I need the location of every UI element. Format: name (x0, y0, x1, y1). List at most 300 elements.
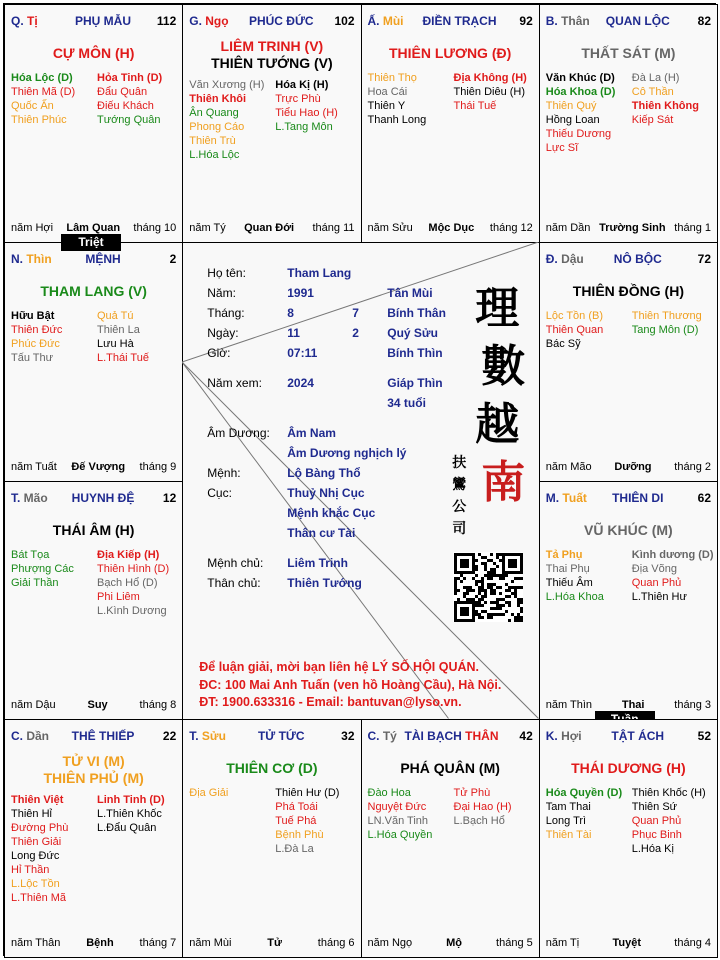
month-label: tháng 8 (139, 698, 177, 711)
minor-star: Thiên Mã (D) (11, 86, 76, 98)
minor-star: Đà La (H) (631, 72, 680, 84)
minor-star: Thiên Quan (545, 324, 604, 337)
minor-star: Đào Hoa (367, 786, 411, 799)
yin-yang-label: Âm Dương: (207, 426, 270, 441)
logo-character: 越 (475, 399, 520, 451)
hour-label: Giờ: (207, 346, 231, 361)
major-star: THIÊN LƯƠNG (Đ) (388, 45, 512, 61)
year-stem: Tân Mùi (387, 286, 433, 301)
year-age: năm Sửu (367, 222, 413, 235)
palace-footer (546, 699, 711, 711)
minor-star: Địa Giải (189, 786, 229, 799)
major-star: LIÊM TRINH (V) (220, 38, 324, 54)
minor-star: Bạch Hổ (D) (97, 576, 158, 589)
palace-number: 52 (697, 728, 711, 743)
branch-name: Mão (23, 490, 48, 505)
stem-letter: K. (545, 728, 562, 743)
branch-name: Ngọ (205, 14, 229, 28)
minor-star: Đường Phù (11, 821, 69, 834)
palace-footer (546, 222, 711, 234)
minor-star: Thiên Thọ (367, 72, 417, 84)
minor-star: Hóa Lộc (D) (11, 72, 73, 84)
minor-star: Thiên Diêu (H) (453, 86, 526, 98)
minor-star: Bát Tọa (11, 548, 50, 561)
major-star: THIÊN TƯỚNG (V) (211, 55, 333, 71)
minor-star: Hóa Quyền (D) (545, 786, 623, 799)
logo-small-character: 扶 (452, 455, 467, 472)
stem-letter: T. (189, 728, 202, 743)
destiny-lord-label: Mệnh chủ: (207, 556, 264, 571)
stem-letter: T. (11, 490, 24, 505)
stem-letter: B. (545, 14, 562, 28)
stem-letter: Q. (11, 14, 28, 28)
life-stage: Đế Vượng (71, 460, 126, 473)
hour-value: 07:11 (287, 346, 318, 361)
minor-star: Tấu Thư (11, 352, 54, 365)
life-stage: Dưỡng (614, 460, 652, 473)
minor-star: Thiên Thương (631, 310, 702, 323)
palace-stem (11, 252, 52, 266)
minor-star: L.Hóa Quyền (367, 828, 433, 841)
palace-mao (4, 481, 183, 720)
life-stage: Tuyệt (612, 937, 641, 949)
life-stage: Tử (267, 937, 282, 949)
branch-name: Sửu (201, 728, 226, 743)
palace-footer (11, 937, 176, 949)
minor-star: LN.Văn Tinh (367, 814, 429, 827)
minor-star: L.Kình Dương (97, 604, 167, 617)
contact-line: ĐC: 100 Mai Anh Tuấn (ven hồ Hoàng Cầu), Hà Nội. (199, 678, 502, 693)
palace-footer (546, 461, 711, 473)
year-age: năm Mùi (189, 937, 232, 949)
minor-star: Bác Sỹ (545, 338, 581, 351)
major-star: THIÊN PHỦ (M) (43, 769, 144, 786)
minor-star: L.Lộc Tồn (11, 877, 60, 890)
minor-stars-left (11, 548, 74, 590)
minor-star: L.Hóa Lộc (189, 149, 240, 161)
branch-name: Thìn (26, 252, 52, 267)
minor-star: Phượng Các (11, 562, 74, 575)
minor-star: Kiếp Sát (631, 114, 674, 126)
palace-number: 102 (334, 14, 355, 28)
palace-name: NÔ BỘC (613, 252, 662, 267)
month-label: tháng 11 (312, 222, 355, 235)
logo-small-character: 公 (452, 499, 467, 516)
palace-stem (11, 491, 48, 505)
palace-number: 62 (697, 490, 711, 505)
minor-star: Cô Thần (631, 86, 674, 98)
major-star: THIÊN CƠ (D) (226, 759, 318, 776)
minor-star: Thiên Khốc (H) (631, 786, 706, 799)
minor-star: Thiên Trù (189, 135, 236, 147)
yin-yang-value: Âm Nam (287, 426, 336, 441)
month-label: tháng 9 (139, 460, 177, 473)
palace-stem (189, 729, 226, 743)
month-label: tháng 1 (674, 222, 711, 235)
month-label: tháng 6 (317, 937, 355, 949)
year-age: năm Thìn (545, 698, 593, 711)
minor-star: Bệnh Phù (275, 828, 324, 841)
palace-number: 32 (341, 728, 355, 743)
palace-number: 112 (156, 14, 177, 28)
minor-star: Thiên Y (367, 100, 406, 112)
stem-letter: Ấ. (367, 14, 383, 28)
palace-footer (11, 461, 176, 473)
center-info (182, 242, 539, 719)
major-star: THÁI DƯƠNG (H) (571, 759, 686, 776)
minor-star: Địa Võng (631, 562, 678, 575)
month-stem: Bính Thân (387, 306, 446, 321)
life-stage: Thai (621, 698, 645, 711)
year-age: năm Hợi (11, 222, 54, 235)
minor-star: Thiên Sứ (631, 800, 678, 813)
logo-character: 南 (481, 457, 526, 509)
stem-letter: N. (11, 252, 27, 267)
minor-stars-left (546, 548, 604, 604)
branch-name: Dần (26, 728, 50, 743)
minor-star: L.Tang Môn (275, 121, 333, 133)
stem-letter: G. (189, 14, 206, 28)
palace-number: 2 (169, 252, 177, 267)
view-year-value: 2024 (287, 376, 314, 391)
destiny-lord-value: Liêm Trinh (287, 556, 348, 571)
body-lord-label: Thân chủ: (207, 576, 261, 591)
minor-star: L.Đà La (275, 842, 314, 855)
minor-stars-right (454, 71, 527, 113)
year-age: năm Mão (545, 460, 592, 473)
minor-star: Tử Phù (453, 786, 491, 799)
minor-star: Thiên Quý (545, 100, 597, 112)
palace-number: 22 (162, 728, 177, 743)
year-age: năm Dậu (11, 698, 56, 711)
palace-stem (368, 729, 397, 743)
year-value: 1991 (287, 286, 314, 301)
minor-star: L.Bạch Hổ (453, 814, 505, 827)
palace-label: TÀI BẠCH (404, 728, 466, 743)
minor-stars-left (11, 309, 62, 365)
minor-star: Thiếu Âm (545, 576, 593, 589)
major-stars (540, 283, 717, 300)
logo-character: 數 (481, 341, 526, 393)
major-stars (5, 45, 182, 62)
branch-name: Tý (382, 728, 397, 743)
year-age: năm Tý (189, 222, 226, 235)
astrology-chart (3, 3, 716, 956)
minor-stars-right (97, 71, 162, 127)
palace-footer (189, 937, 354, 949)
month-label: tháng 5 (496, 937, 533, 949)
branch-name: Tị (27, 14, 38, 28)
palace-ty (361, 719, 540, 958)
day-lunar: 2 (352, 326, 359, 341)
palace-number: 82 (697, 14, 711, 28)
minor-star: Tả Phụ (545, 548, 583, 561)
major-star: THÁI ÂM (H) (52, 521, 135, 538)
palace-stem (546, 252, 584, 266)
minor-star: Thiên Việt (11, 793, 64, 806)
minor-stars-right (632, 309, 702, 337)
palace-footer (546, 937, 711, 949)
minor-stars-right (97, 309, 149, 365)
palace-footer (189, 222, 354, 234)
minor-stars-right (275, 78, 338, 134)
branch-name: Hợi (561, 728, 582, 743)
minor-star: Văn Khúc (D) (545, 72, 615, 84)
minor-star: Hóa Khoa (D) (545, 86, 616, 98)
palace-suu (182, 719, 361, 958)
branch-name: Thân (561, 14, 590, 28)
destiny-value: Lộ Bàng Thổ (287, 466, 361, 481)
major-star: CỰ MÔN (H) (52, 45, 135, 61)
minor-star: Thiên Hư (D) (275, 786, 340, 799)
major-stars (183, 38, 360, 72)
minor-star: Quan Phủ (631, 814, 682, 827)
palace-number: 92 (519, 14, 533, 28)
cuc-value: Thuỷ Nhị Cục (287, 486, 365, 501)
month-label: tháng 2 (674, 460, 711, 473)
palace-name: TẬT ÁCH (611, 728, 665, 743)
year-age: năm Tuất (11, 460, 57, 473)
logo-small-character: 鸞 (452, 477, 467, 494)
minor-stars-right (275, 786, 339, 856)
palace-stem (546, 14, 590, 28)
palace-stem (189, 14, 228, 28)
life-stage: Suy (87, 698, 108, 711)
minor-star: Đẩu Quân (97, 86, 148, 98)
month-label: Tháng: (207, 306, 245, 321)
minor-star: Long Trì (545, 814, 587, 827)
palace-footer (368, 937, 533, 949)
year-age: năm Tị (545, 937, 580, 949)
minor-star: Hóa Kị (H) (275, 79, 329, 91)
minor-star: Tuế Phá (275, 814, 317, 827)
age-value: 34 tuổi (387, 396, 426, 411)
palace-number: 12 (162, 490, 177, 505)
minor-star: Phá Toái (275, 800, 318, 813)
minor-star: Thiên Không (631, 100, 699, 112)
minor-star: Lộc Tồn (B) (545, 310, 604, 323)
palace-mui (361, 4, 540, 243)
month-label: tháng 12 (489, 222, 533, 235)
palace-than (539, 4, 718, 243)
day-label: Ngày: (207, 326, 239, 341)
minor-stars-right (97, 793, 165, 835)
minor-star: Trực Phù (275, 93, 321, 105)
minor-star: Quốc Ấn (11, 100, 54, 112)
year-age: năm Thân (11, 937, 61, 949)
life-stage: Bệnh (86, 937, 114, 949)
cuc-label: Cục: (207, 486, 232, 501)
minor-star: Thiên Phúc (11, 114, 67, 126)
minor-star: Phục Binh (631, 828, 682, 841)
major-star: TỬ VI (M) (62, 752, 125, 769)
minor-star: Lực Sĩ (545, 142, 579, 154)
month-lunar: 7 (352, 306, 359, 321)
palace-stem (368, 14, 404, 28)
palace-name: MỆNH (85, 252, 121, 267)
minor-star: L.Thiên Hư (631, 590, 687, 603)
major-stars (540, 45, 717, 62)
minor-star: Thiên Tài (545, 828, 592, 841)
minor-star: Quan Phủ (631, 576, 682, 589)
minor-star: Văn Xương (H) (189, 79, 265, 91)
year-age: năm Dần (545, 222, 591, 235)
major-stars (540, 760, 717, 777)
hour-stem: Bính Thìn (387, 346, 443, 361)
palace-name (402, 729, 502, 743)
palace-name: HUYNH ĐỆ (71, 490, 135, 505)
minor-star: L.Hóa Kị (631, 842, 674, 855)
minor-star: Lưu Hà (97, 338, 134, 351)
minor-star: Phúc Đức (11, 338, 60, 351)
minor-star: L.Thiên Mã (11, 891, 67, 904)
palace-name: PHỤ MẪU (75, 14, 131, 28)
palace-footer (11, 699, 176, 711)
day-stem: Quý Sửu (387, 326, 438, 341)
minor-star: Quả Tú (97, 310, 134, 323)
minor-star: Kình dương (D) (631, 548, 714, 561)
month-label: tháng 3 (674, 698, 711, 711)
palace-number: 72 (697, 252, 711, 267)
minor-stars-left (546, 786, 622, 842)
minor-star: Hỉ Thần (11, 863, 50, 876)
stem-letter: C. (367, 728, 383, 743)
major-star: THAM LANG (V) (40, 283, 147, 300)
name-label: Họ tên: (207, 266, 246, 281)
major-star: PHÁ QUÂN (M) (400, 759, 500, 776)
minor-star: Thanh Long (367, 114, 427, 126)
month-label: tháng 4 (674, 937, 711, 949)
branch-name: Dậu (561, 252, 584, 267)
year-label: Năm: (207, 286, 236, 301)
minor-star: Thiên Đức (11, 324, 63, 337)
year-age: năm Ngọ (367, 937, 413, 949)
minor-star: Thái Tuế (453, 100, 497, 112)
major-star: VŨ KHÚC (M) (584, 521, 673, 538)
palace-hoi (539, 719, 718, 958)
palace-stem (11, 14, 38, 28)
palace-name: TỬ TỨC (257, 728, 305, 743)
minor-star: Địa Kiếp (H) (97, 548, 160, 561)
minor-star: Hỏa Tinh (D) (97, 72, 163, 84)
minor-star: L.Đẩu Quân (97, 821, 157, 834)
palace-name: QUAN LỘC (605, 14, 670, 28)
stem-letter: C. (11, 728, 27, 743)
minor-star: Nguyệt Đức (367, 800, 427, 813)
minor-star: Thiếu Dương (545, 128, 612, 140)
destiny-label: Mệnh: (207, 466, 241, 481)
minor-stars-left (189, 78, 264, 162)
view-year-stem: Giáp Thìn (387, 376, 443, 391)
palace-footer (368, 222, 533, 234)
life-stage: Quan Đới (244, 222, 295, 235)
minor-stars-right (97, 548, 169, 618)
minor-star: Phi Liêm (97, 590, 140, 603)
minor-star: Thiên La (97, 324, 140, 337)
palace-dan (4, 719, 183, 958)
stem-letter: Đ. (545, 252, 562, 267)
palace-name: ĐIỀN TRẠCH (422, 14, 497, 28)
minor-star: Tướng Quân (97, 114, 161, 126)
minor-star: Long Đức (11, 849, 60, 862)
minor-star: Thiên Hình (D) (97, 562, 170, 575)
major-star: THIÊN ĐỒNG (H) (572, 283, 684, 300)
minor-stars-left (11, 793, 68, 905)
body-palace-marker: THÂN (465, 728, 499, 743)
palace-name: THÊ THIẾP (71, 728, 135, 743)
minor-star: Hoa Cái (367, 86, 408, 98)
minor-star: Thiên Hỉ (11, 807, 52, 820)
month-value: 8 (287, 306, 294, 321)
palace-dau (539, 242, 718, 481)
minor-star: Đại Hao (H) (453, 800, 512, 813)
major-stars (540, 522, 717, 539)
minor-star: Địa Không (H) (453, 72, 527, 84)
minor-star: Điếu Khách (97, 100, 154, 112)
minor-stars-right (632, 548, 714, 604)
minor-stars-right (454, 786, 512, 828)
day-value: 11 (287, 326, 300, 341)
cuc-note: Mệnh khắc Cục (287, 506, 376, 521)
marker-triệt: Triệt (61, 234, 121, 251)
than-cu-note: Thân cư Tài (287, 526, 356, 541)
palace-ngo (182, 4, 361, 243)
major-star: THẤT SÁT (M) (581, 45, 676, 61)
minor-star: Thiên Giải (11, 835, 62, 848)
minor-star: Thiên Khôi (189, 93, 247, 105)
minor-star: Giải Thần (11, 576, 59, 589)
life-stage: Lâm Quan (66, 222, 121, 235)
month-label: tháng 7 (139, 937, 177, 949)
minor-stars-right (632, 71, 699, 127)
minor-stars-left (368, 71, 427, 127)
palace-stem (546, 491, 587, 505)
minor-star: L.Hóa Khoa (545, 590, 604, 603)
major-stars (5, 283, 182, 300)
major-stars (5, 753, 182, 787)
life-stage: Mộc Dục (428, 222, 475, 235)
yin-yang-note: Âm Dương nghịch lý (287, 446, 407, 461)
minor-star: Tang Môn (D) (631, 324, 699, 337)
minor-star: Phong Cáo (189, 121, 245, 133)
minor-star: Hữu Bật (11, 310, 55, 323)
palace-tuat (539, 481, 718, 720)
logo-character: 理 (475, 283, 520, 335)
branch-name: Mùi (382, 14, 404, 28)
palace-stem (11, 729, 49, 743)
life-stage: Mộ (446, 937, 463, 949)
stem-letter: M. (545, 490, 563, 505)
palace-stem (546, 729, 582, 743)
month-label: tháng 10 (133, 222, 177, 235)
logo-small-character: 司 (452, 521, 467, 538)
qr-code (453, 552, 523, 622)
minor-star: L.Thái Tuế (97, 352, 149, 365)
minor-stars-left (11, 71, 75, 127)
major-stars (5, 522, 182, 539)
minor-stars-left (546, 309, 603, 351)
view-year-label: Năm xem: (207, 376, 262, 391)
palace-name: PHÚC ĐỨC (248, 14, 314, 28)
palace-footer (11, 222, 176, 234)
branch-name: Tuất (562, 490, 587, 505)
minor-star: Ân Quang (189, 107, 239, 119)
minor-star: Linh Tinh (D) (97, 793, 165, 806)
minor-star: L.Thiên Khốc (97, 807, 162, 820)
major-stars (362, 45, 539, 62)
minor-stars-left (368, 786, 433, 842)
palace-name: THIÊN DI (612, 490, 664, 505)
